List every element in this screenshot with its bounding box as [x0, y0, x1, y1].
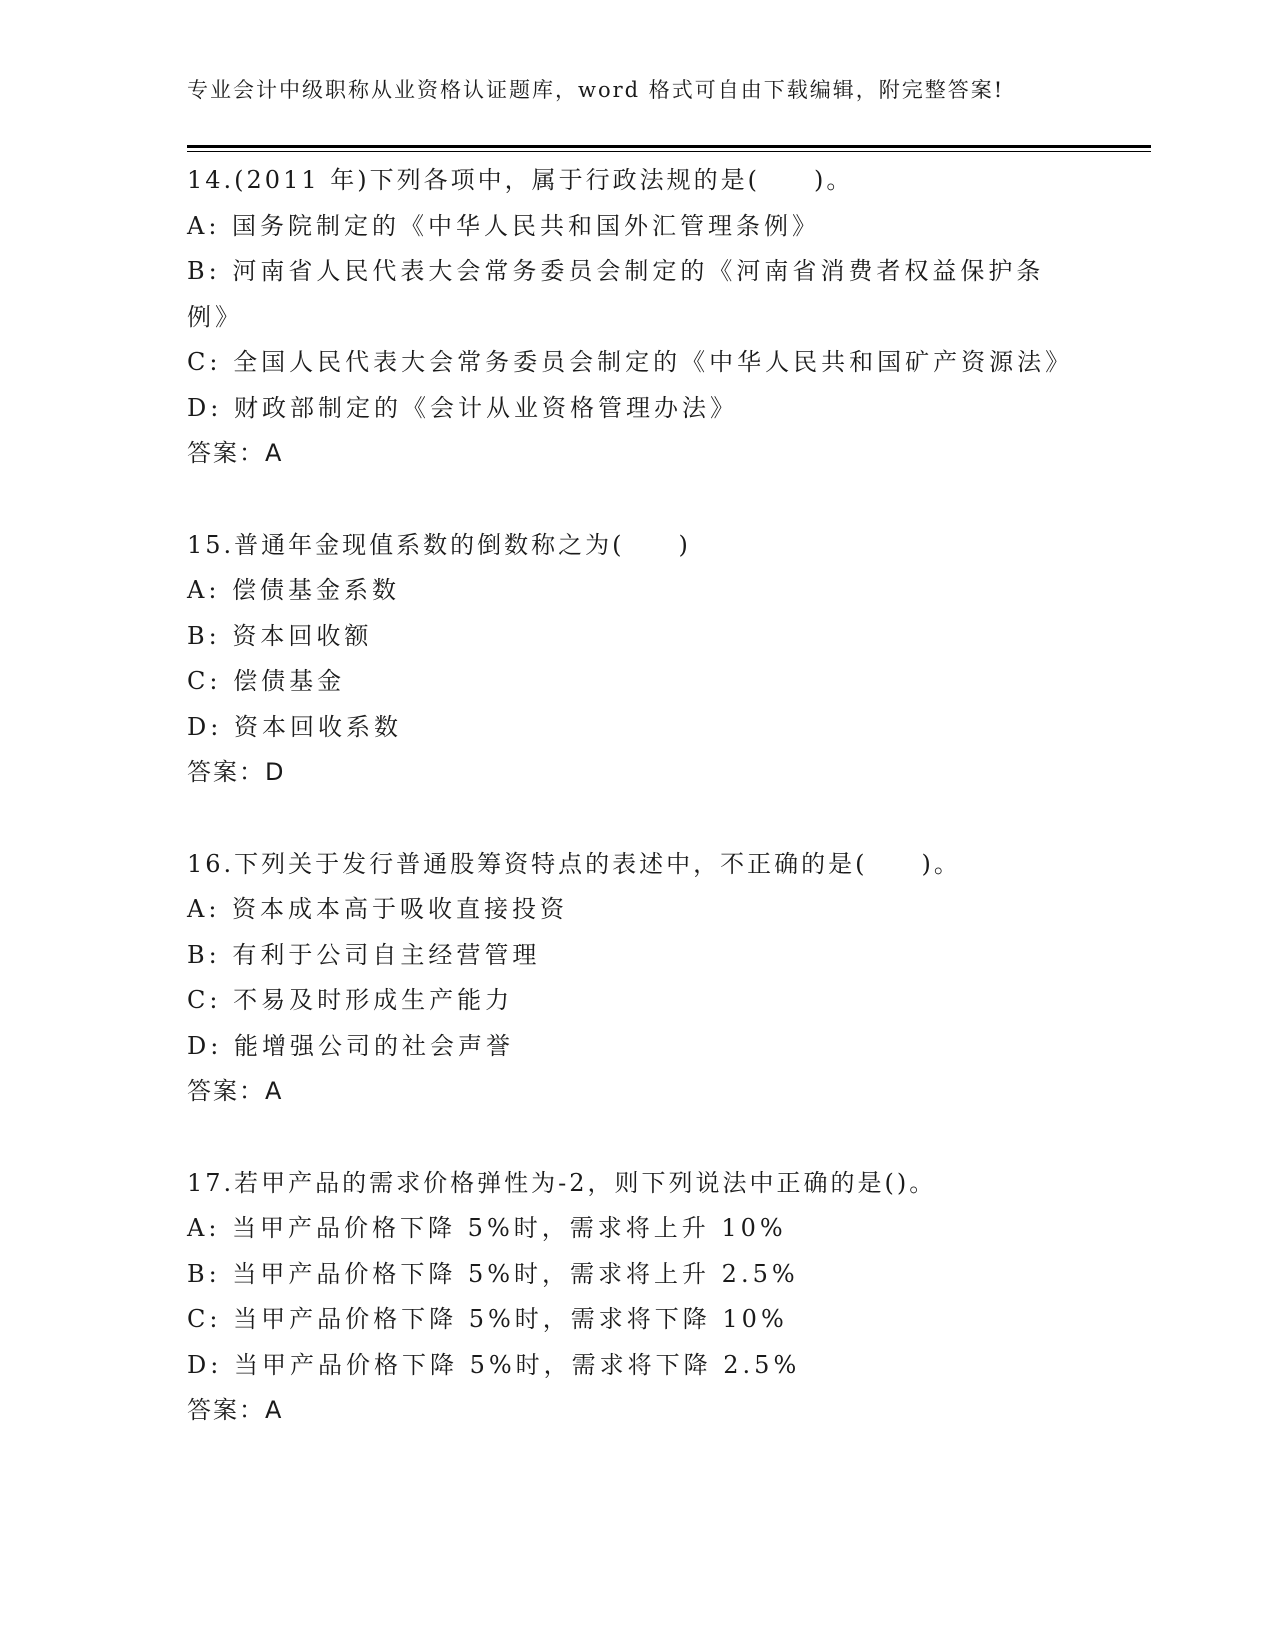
option-d: D: 能增强公司的社会声誉	[187, 1031, 514, 1060]
question-15	[187, 523, 1087, 796]
answer-line: 答案：A	[187, 1396, 284, 1424]
page-header: 专业会计中级职称从业资格认证题库，word 格式可自由下载编辑，附完整答案!	[187, 78, 1005, 102]
answer-line: 答案：A	[187, 439, 284, 467]
question-16	[187, 842, 1087, 1115]
question-stem: 16.下列关于发行普通股筹资特点的表述中，不正确的是( )。	[187, 849, 961, 878]
header-rule-thin	[187, 151, 1151, 152]
option-a: A: 资本成本高于吸收直接投资	[187, 895, 569, 923]
header-rule-thick	[187, 145, 1151, 148]
option-d: D: 当甲产品价格下降 5%时，需求将下降 2.5%	[187, 1350, 801, 1379]
option-b: B: 河南省人民代表大会常务委员会制定的《河南省消费者权益保护条例》	[187, 257, 1045, 331]
option-a: A: 国务院制定的《中华人民共和国外汇管理条例》	[187, 211, 821, 240]
question-17	[187, 1161, 1087, 1434]
question-stem: 17.若甲产品的需求价格弹性为-2，则下列说法中正确的是()。	[187, 1168, 937, 1197]
option-c: C: 当甲产品价格下降 5%时，需求将下降 10%	[187, 1305, 788, 1333]
question-stem: 14.(2011 年)下列各项中，属于行政法规的是( )。	[187, 166, 854, 194]
answer-line: 答案：D	[187, 758, 286, 786]
option-b: B: 有利于公司自主经营管理	[187, 940, 541, 969]
option-c: C: 不易及时形成生产能力	[187, 986, 514, 1014]
option-c: C: 全国人民代表大会常务委员会制定的《中华人民共和国矿产资源法》	[187, 348, 1074, 376]
option-a: A: 当甲产品价格下降 5%时，需求将上升 10%	[187, 1214, 787, 1242]
option-b: B: 资本回收额	[187, 621, 373, 650]
answer-line: 答案：A	[187, 1077, 284, 1105]
option-b: B: 当甲产品价格下降 5%时，需求将上升 2.5%	[187, 1259, 799, 1288]
question-stem: 15.普通年金现值系数的倒数称之为( )	[187, 530, 691, 559]
question-14	[187, 158, 1087, 477]
option-a: A: 偿债基金系数	[187, 576, 401, 604]
question-list	[187, 158, 1087, 1434]
option-d: D: 财政部制定的《会计从业资格管理办法》	[187, 393, 738, 422]
option-c: C: 偿债基金	[187, 667, 346, 695]
option-d: D: 资本回收系数	[187, 712, 402, 741]
